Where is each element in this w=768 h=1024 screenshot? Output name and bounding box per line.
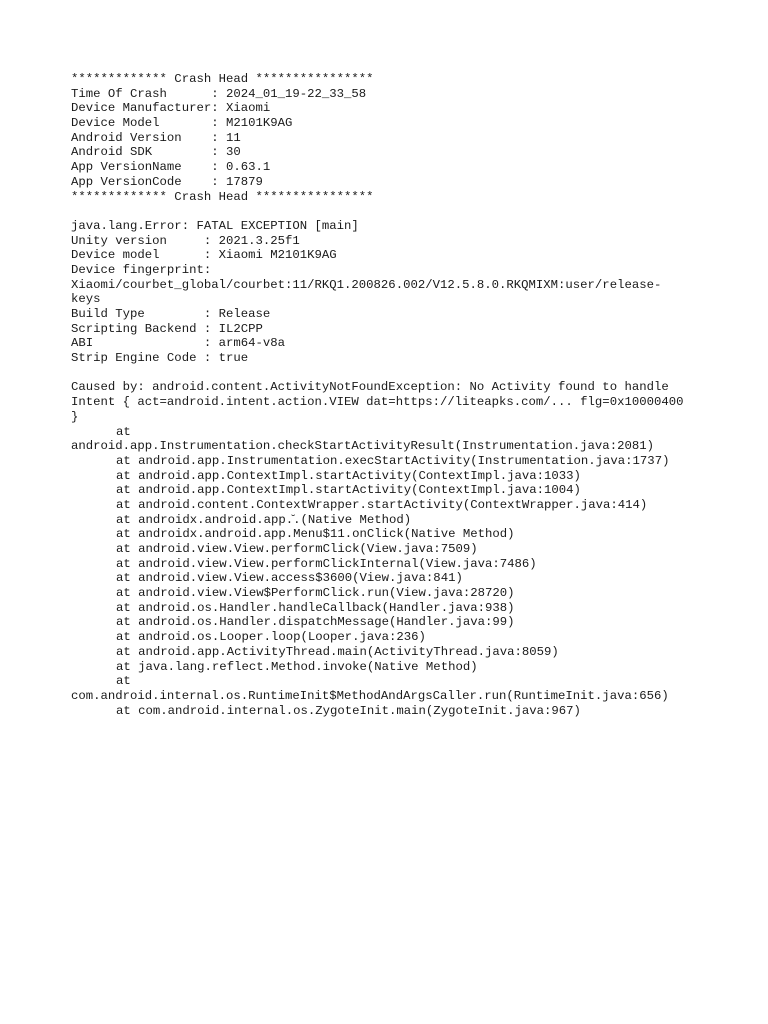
stack-frame-line: at android.view.View.performClickInternal(View.java:7486) <box>116 556 537 571</box>
stack-frame-line: at androidx.android.app.Menu$11.onClick(Native Method) <box>116 527 515 542</box>
stack-frame-line: at android.os.Looper.loop(Looper.java:236) <box>116 630 426 645</box>
stack-frame-line: com.android.internal.os.RuntimeInit$MethodAndArgsCaller.run(RuntimeInit.java:656) <box>71 688 669 703</box>
crash-head-row: App VersionName : 0.63.1 <box>71 160 271 175</box>
stack-frame-line: at <box>116 674 131 689</box>
crash-head-row: Device Model : M2101K9AG <box>71 116 293 131</box>
stack-frame-line: at android.os.Handler.dispatchMessage(Handler.java:99) <box>116 615 515 630</box>
stack-frame-line: android.app.Instrumentation.checkStartActivityResult(Instrumentation.java:2081) <box>71 439 654 454</box>
spacer <box>71 204 761 219</box>
error-info-row: Device model : Xiaomi M2101K9AG <box>71 248 337 263</box>
stack-frame-line: at android.app.ContextImpl.startActivity(ContextImpl.java:1033) <box>116 468 581 483</box>
error-info-row: Xiaomi/courbet_global/courbet:11/RKQ1.200826.002/V12.5.8.0.RKQMIXM:user/release- <box>71 277 662 292</box>
stack-frame-line: at android.app.ActivityThread.main(ActivityThread.java:8059) <box>116 644 559 659</box>
caused-by-line: Intent { act=android.intent.action.VIEW dat=https://liteapks.com/... flg=0x10000400 <box>71 395 684 410</box>
error-info-row: Unity version : 2021.3.25f1 <box>71 233 300 248</box>
stack-frame-line: at android.os.Handler.handleCallback(Handler.java:938) <box>116 600 515 615</box>
error-info-row: Strip Engine Code : true <box>71 351 249 366</box>
error-info-row: keys <box>71 292 101 307</box>
stack-frame-line: at android.view.View$PerformClick.run(View.java:28720) <box>116 586 515 601</box>
stack-frame-line: at <box>116 424 131 439</box>
spacer <box>71 366 761 381</box>
crash-head-row: Android SDK : 30 <box>71 145 241 160</box>
stack-frame-line: at android.content.ContextWrapper.startActivity(ContextWrapper.java:414) <box>116 497 648 512</box>
stack-trace <box>71 425 761 719</box>
crash-log-document <box>71 72 761 718</box>
caused-by-line: Caused by: android.content.ActivityNotFoundException: No Activity found to handle <box>71 380 669 395</box>
error-info-row: ABI : arm64-v8a <box>71 336 286 351</box>
error-info-section <box>71 219 761 366</box>
crash-head-section <box>71 72 761 204</box>
crash-head-row: Device Manufacturer: Xiaomi <box>71 101 271 116</box>
stack-frame-line: at androidx.android.app.̆.(Native Method) <box>116 512 412 527</box>
stack-frame-line: at java.lang.reflect.Method.invoke(Native Method) <box>116 659 478 674</box>
stack-frame-line: at android.view.View.access$3600(View.java:841) <box>116 571 463 586</box>
error-info-row: Device fingerprint: <box>71 262 212 277</box>
crash-head-row: Android Version : 11 <box>71 130 241 145</box>
crash-head-header: ************* Crash Head **************** <box>71 72 374 86</box>
error-info-row: Build Type : Release <box>71 307 271 321</box>
error-title: java.lang.Error: FATAL EXCEPTION [main] <box>71 218 359 233</box>
stack-frame-line: at android.app.Instrumentation.execStartActivity(Instrumentation.java:1737) <box>116 453 670 468</box>
crash-head-row: Time Of Crash : 2024_01_19-22_33_58 <box>71 86 367 101</box>
stack-frame-line: at com.android.internal.os.ZygoteInit.main(ZygoteInit.java:967) <box>116 703 581 718</box>
stack-frame-line: at android.view.View.performClick(View.java:7509) <box>116 542 478 556</box>
crash-head-footer: ************* Crash Head **************** <box>71 189 374 204</box>
stack-frame-line: at android.app.ContextImpl.startActivity(ContextImpl.java:1004) <box>116 483 581 498</box>
error-info-row: Scripting Backend : IL2CPP <box>71 321 263 336</box>
caused-by-section <box>71 380 761 424</box>
caused-by-line: } <box>71 409 79 424</box>
crash-head-row: App VersionCode : 17879 <box>71 174 263 189</box>
